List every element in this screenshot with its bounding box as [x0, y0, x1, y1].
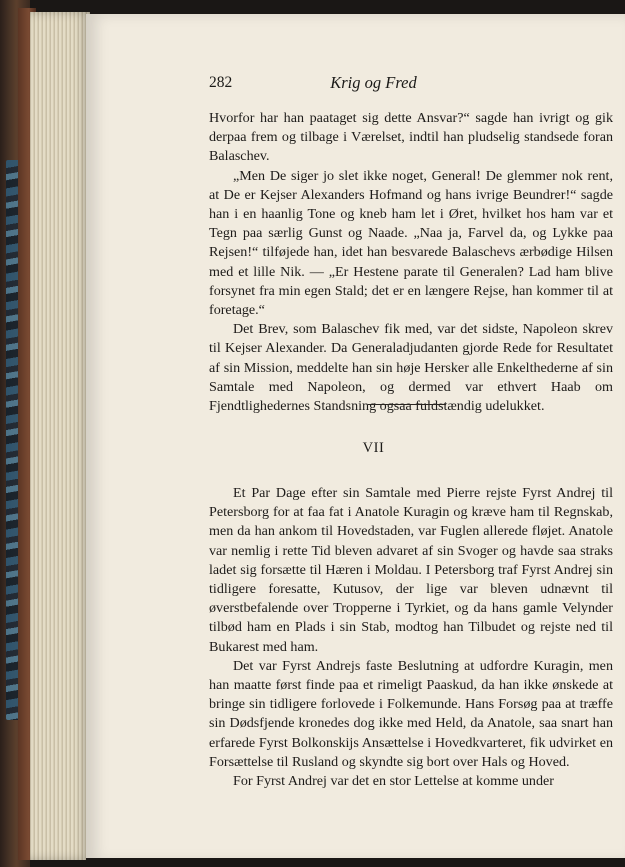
chapter-numeral: VII [362, 440, 385, 456]
bottom-edge-shadow [86, 858, 625, 867]
page-number: 282 [209, 74, 233, 91]
section-rule [368, 404, 446, 405]
book-page [86, 14, 625, 862]
paragraph: For Fyrst Andrej var det en stor Lettelse at komme under [233, 773, 554, 790]
paragraph: Det Brev, som Balaschev fik med, var det sidste, Napoleon skrev til Kejser Alexander. Da Generaladjudanten gjorde Rede for Resultatet af sin Mission, meddelte han sin høje Hersker alle Enkelthederne af sin Samtale med Napoleon, og dermed var ethvert Haab om Fjendtlighedernes Standsning ogsaa fuldstændig udelukket. [209, 321, 613, 415]
paragraph: Et Par Dage efter sin Samtale med Pierre rejste Fyrst Andrej til Petersborg for at faa fat i Anatole Kuragin og kræve ham til Regnskab, men da han ankom til Hovedstaden, var Fuglen allerede fløjet. Anatole var nemlig i rette Tid bleven advaret af sin Svoger og havde saa straks ladet sig forsætte til Hæren i Moldau. I Petersborg traf Fyrst Andrej sin tidligere foresatte, Kutusov, der lige var bleven udnævnt til øverstbefalende over Tropperne i Tyrkiet, og da hans gamle Velynder tilbød ham en Plads i sin Stab, modtog han Tilbudet og rejste ned til Bukarest med ham. [209, 485, 613, 655]
paragraph: „Men De siger jo slet ikke noget, General! De glemmer nok rent, at De er Kejser Alexanders Hofmand og hans ivrige Beundrer!“ sagde han i en haanlig Tone og kneb ham let i Øret, hvilket hos ham var et Tegn paa særlig Gunst og Naade. „Naa ja, Farvel da, og Lykke paa Rejsen!“ tilføjede han, idet han besvarede Balaschevs ærbødige Hilsen med et lille Nik. — „Er Hestene parate til Generalen? Lad ham blive forsynet fra min egen Stald; det er en længere Rejse, han kommer til at foretage.“ [209, 167, 613, 319]
paragraph: Det var Fyrst Andrejs faste Beslutning at udfordre Kuragin, men han maatte først finde paa et rimeligt Paaskud, da han ikke ønskede at bringe sin tidligere forlovede i Folkemunde. Hans Forsøg paa at træffe sin Dødsfjende kronedes dog ikke med Held, da Anatole, saa snart han erfarede Fyrst Bolkonskijs Ansættelse i Hovedkvarteret, fik udvirket en Forsættelse til Rusland og skyndte sig bort over Hals og Hoved. [209, 657, 613, 770]
text-block-after-break [209, 484, 613, 791]
running-head [86, 72, 625, 96]
text-block-before-break [209, 109, 613, 416]
page-block-edges [30, 12, 90, 860]
running-title: Krig og Fred [330, 73, 417, 92]
paragraph: Hvorfor har han paataget sig dette Ansvar?“ sagde han ivrigt og gik derpaa frem og tilbage i Værelset, indtil han pludselig standsede foran Balaschev. [209, 110, 613, 165]
